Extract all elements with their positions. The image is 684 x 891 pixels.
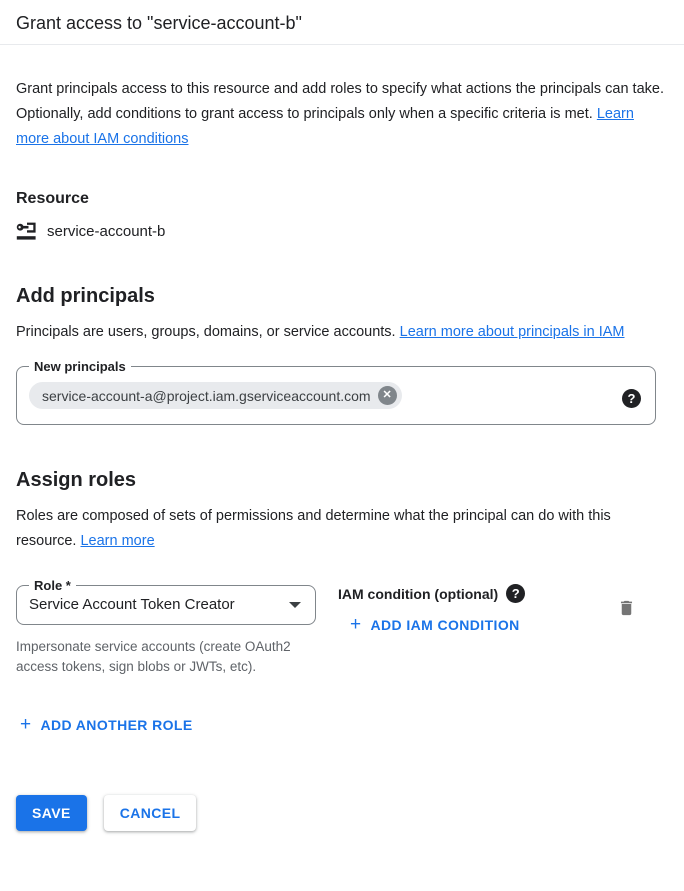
role-help-text: Impersonate service accounts (create OAuth2 access tokens, sign blobs or JWTs, etc). xyxy=(16,639,291,674)
principal-chip-row xyxy=(29,382,643,409)
caret-down-icon xyxy=(289,602,301,608)
new-principals-field[interactable] xyxy=(16,359,656,425)
service-account-icon xyxy=(16,222,37,241)
principals-help-icon[interactable]: ? xyxy=(622,389,641,408)
iam-conditions-link[interactable]: Learn more about IAM conditions xyxy=(16,106,634,147)
add-iam-condition-button[interactable] xyxy=(342,611,528,639)
add-principals-heading: Add principals xyxy=(16,285,155,307)
assign-roles-text: Roles are composed of sets of permissions and determine what the principal can do with this resource. xyxy=(16,508,611,549)
intro-text: Grant principals access to this resource and add roles to specify what actions the principals can take. Optionally, add conditions to grant access to principals only when a specific criteria is met. xyxy=(16,81,664,122)
add-another-role-button[interactable] xyxy=(12,711,201,739)
add-principals-text: Principals are users, groups, domains, or service accounts. xyxy=(16,324,400,340)
trash-icon xyxy=(617,598,636,618)
add-another-role-label: ADD ANOTHER ROLE xyxy=(40,717,193,733)
add-principals-paragraph xyxy=(16,320,668,345)
dialog-actions xyxy=(16,795,668,831)
role-column xyxy=(16,578,316,677)
assign-roles-heading: Assign roles xyxy=(16,469,137,491)
page-title: Grant access to "service-account-b" xyxy=(16,13,302,33)
add-iam-condition-label: ADD IAM CONDITION xyxy=(370,617,520,633)
delete-role-button[interactable] xyxy=(613,594,640,622)
role-value: Service Account Token Creator xyxy=(29,596,235,613)
dialog-header xyxy=(0,0,684,45)
resource-row xyxy=(16,222,668,241)
principals-link[interactable]: Learn more about principals in IAM xyxy=(399,324,625,340)
role-row xyxy=(16,578,668,677)
plus-icon: + xyxy=(20,714,32,735)
resource-name: service-account-b xyxy=(47,223,166,240)
iam-condition-help-icon[interactable]: ? xyxy=(506,584,525,603)
cancel-button[interactable]: CANCEL xyxy=(104,795,197,831)
principal-chip-value: service-account-a@project.iam.gserviceaccount.com xyxy=(42,387,371,404)
chip-close-icon[interactable]: ✕ xyxy=(378,386,397,405)
new-principals-label: New principals xyxy=(34,359,126,374)
iam-condition-column xyxy=(338,578,528,639)
plus-icon: + xyxy=(350,614,362,635)
intro-paragraph xyxy=(16,77,668,152)
learn-more-link[interactable]: Learn more xyxy=(80,533,155,549)
iam-condition-label: IAM condition (optional) xyxy=(338,585,499,602)
resource-heading: Resource xyxy=(16,190,89,207)
principal-chip xyxy=(29,382,402,409)
role-label: Role * xyxy=(34,578,71,593)
assign-roles-paragraph xyxy=(16,504,668,554)
save-button[interactable]: SAVE xyxy=(16,795,87,831)
role-select[interactable] xyxy=(16,578,316,625)
